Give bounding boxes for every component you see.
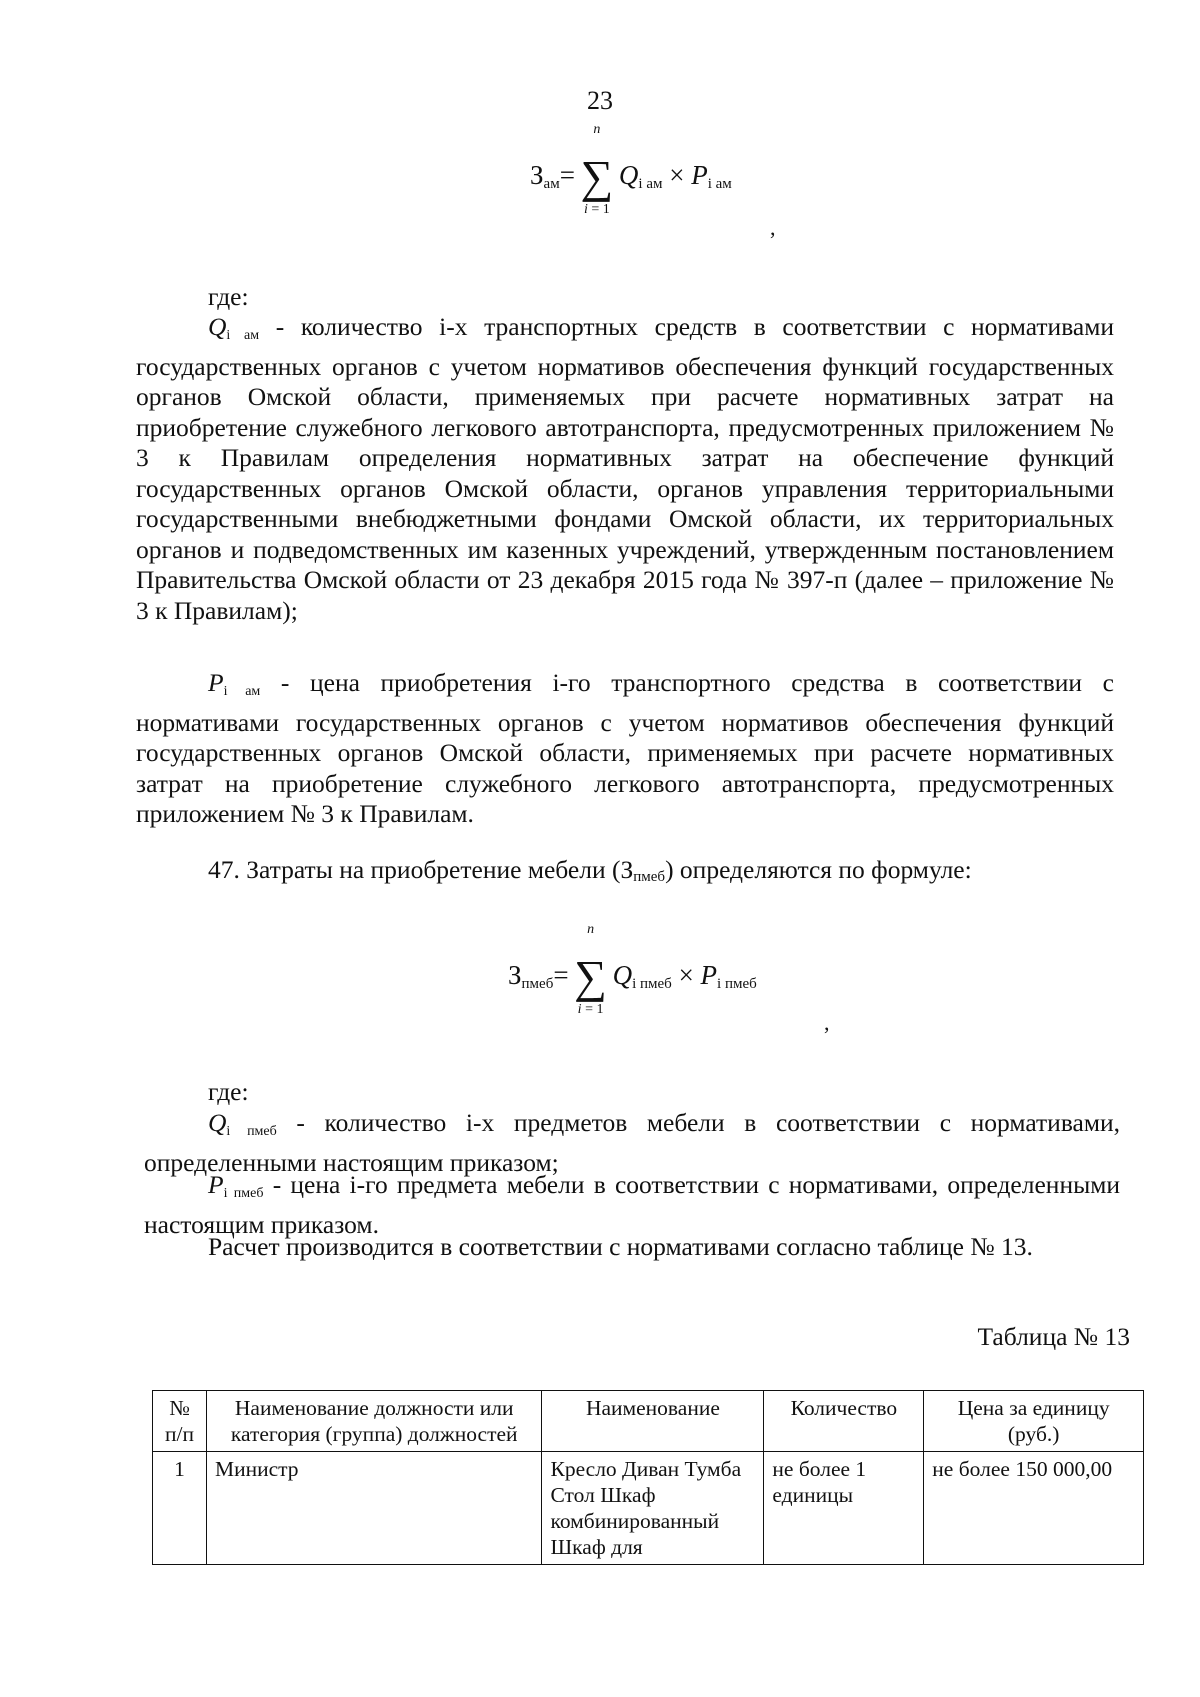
- cell-number: 1: [153, 1452, 207, 1565]
- formula-q-sub: i ам: [638, 176, 663, 192]
- header-item-name: Наименование: [542, 1391, 764, 1452]
- table-row: [153, 1452, 1144, 1565]
- sum-symbol: ∑ n i = 1: [575, 150, 619, 203]
- sum-upper-limit: n: [587, 922, 595, 937]
- formula-p: P: [691, 160, 708, 190]
- where-label: где:: [208, 1077, 249, 1106]
- sum-lower-limit: i = 1: [577, 1002, 604, 1017]
- cell-quantity: не более 1 единицы: [764, 1452, 924, 1565]
- var-q: $Q_{i пмеб}$: [208, 1108, 277, 1139]
- formula-p: P: [700, 960, 718, 990]
- definition-text: - цена приобретения i-го транспортного средства в соответствии с нормативами государственных органов с учетом нормативов обеспечения функций государственных органов Омской области, применяемых при расчете нормативных затрат на приобретение служебного легкового автотранспорта, предусмотренных приложением № 3 к Правилам.: [136, 668, 1114, 828]
- definition-q-vehicles: [136, 312, 1114, 626]
- formula-q: Q: [612, 960, 633, 990]
- page-number: 23: [587, 86, 613, 115]
- definition-p-furniture: [144, 1170, 1120, 1240]
- header-unit-price: Цена за единицу (руб.): [924, 1391, 1144, 1452]
- times-sign: ×: [678, 960, 694, 990]
- item-47: 47. Затраты на приобретение мебели $(З_{пмеб})$ определяются по формуле:: [208, 855, 972, 885]
- cell-price: не более 150 000,00: [924, 1452, 1144, 1565]
- formula-q-sub: i пмеб: [632, 976, 672, 992]
- formula-vehicles: [530, 122, 732, 217]
- definition-text: - цена i-го предмета мебели в соответствии с нормативами, определенными настоящим приказом.: [144, 1170, 1121, 1239]
- header-number: № п/п: [153, 1391, 207, 1452]
- calculation-note: Расчет производится в соответствии с нормативами согласно таблице № 13.: [208, 1232, 1033, 1261]
- cell-items: Кресло Диван Тумба Стол Шкаф комбинированный Шкаф для: [542, 1452, 764, 1565]
- var-p: $P_{i ам}$: [208, 668, 261, 699]
- cell-position: Министр: [206, 1452, 542, 1565]
- formula-eq: =: [559, 160, 575, 190]
- header-position: Наименование должности или категория (группа) должностей: [206, 1391, 542, 1452]
- sum-symbol: ∑ n i = 1: [569, 950, 613, 1003]
- furniture-norms-table: [152, 1390, 1144, 1565]
- formula-eq: =: [553, 960, 569, 990]
- formula-p-sub: i пмеб: [717, 976, 757, 992]
- header-quantity: Количество: [764, 1391, 924, 1452]
- var-p: $P_{i пмеб}$: [208, 1170, 264, 1201]
- formula-q: Q: [618, 160, 639, 190]
- table-caption: Таблица № 13: [977, 1322, 1130, 1351]
- definition-p-vehicles: [136, 668, 1114, 830]
- times-sign: ×: [669, 160, 685, 190]
- sum-upper-limit: n: [593, 122, 601, 137]
- formula-p-sub: i ам: [707, 176, 732, 192]
- table-header-row: [153, 1391, 1144, 1452]
- definition-q-furniture: [144, 1108, 1120, 1178]
- definition-text: - количество i-х предметов мебели в соответствии с нормативами, определенными настоящим приказом;: [144, 1108, 1120, 1177]
- formula-comma: ,: [770, 215, 776, 240]
- where-label: где:: [208, 282, 249, 311]
- formula-lhs: $З_{ам}$: [530, 160, 560, 192]
- formula-furniture: [508, 922, 757, 1017]
- formula-lhs: $З_{пмеб}$: [508, 960, 554, 992]
- sum-lower-limit: i = 1: [584, 202, 610, 217]
- var-q: $Q_{i ам}$: [208, 312, 260, 343]
- definition-text: - количество i-х транспортных средств в соответствии с нормативами государственных органов с учетом нормативов обеспечения функций государственных органов Омской области, применяемых при расчете нормативных затрат на приобретение служебного легкового автотранспорта, предусмотренных приложением № 3 к Правилам определения нормативных затрат на обеспечение функций государственных органов Омской области, органов управления территориальными государственными внебюджетными фондами Омской области, их территориальных органов и подведомственных им казенных учреждений, утвержденным постановлением Правительства Омской области от 23 декабря 2015 года № 397-п (далее – приложение № 3 к Правилам);: [136, 312, 1114, 625]
- formula-comma: ,: [824, 1010, 830, 1035]
